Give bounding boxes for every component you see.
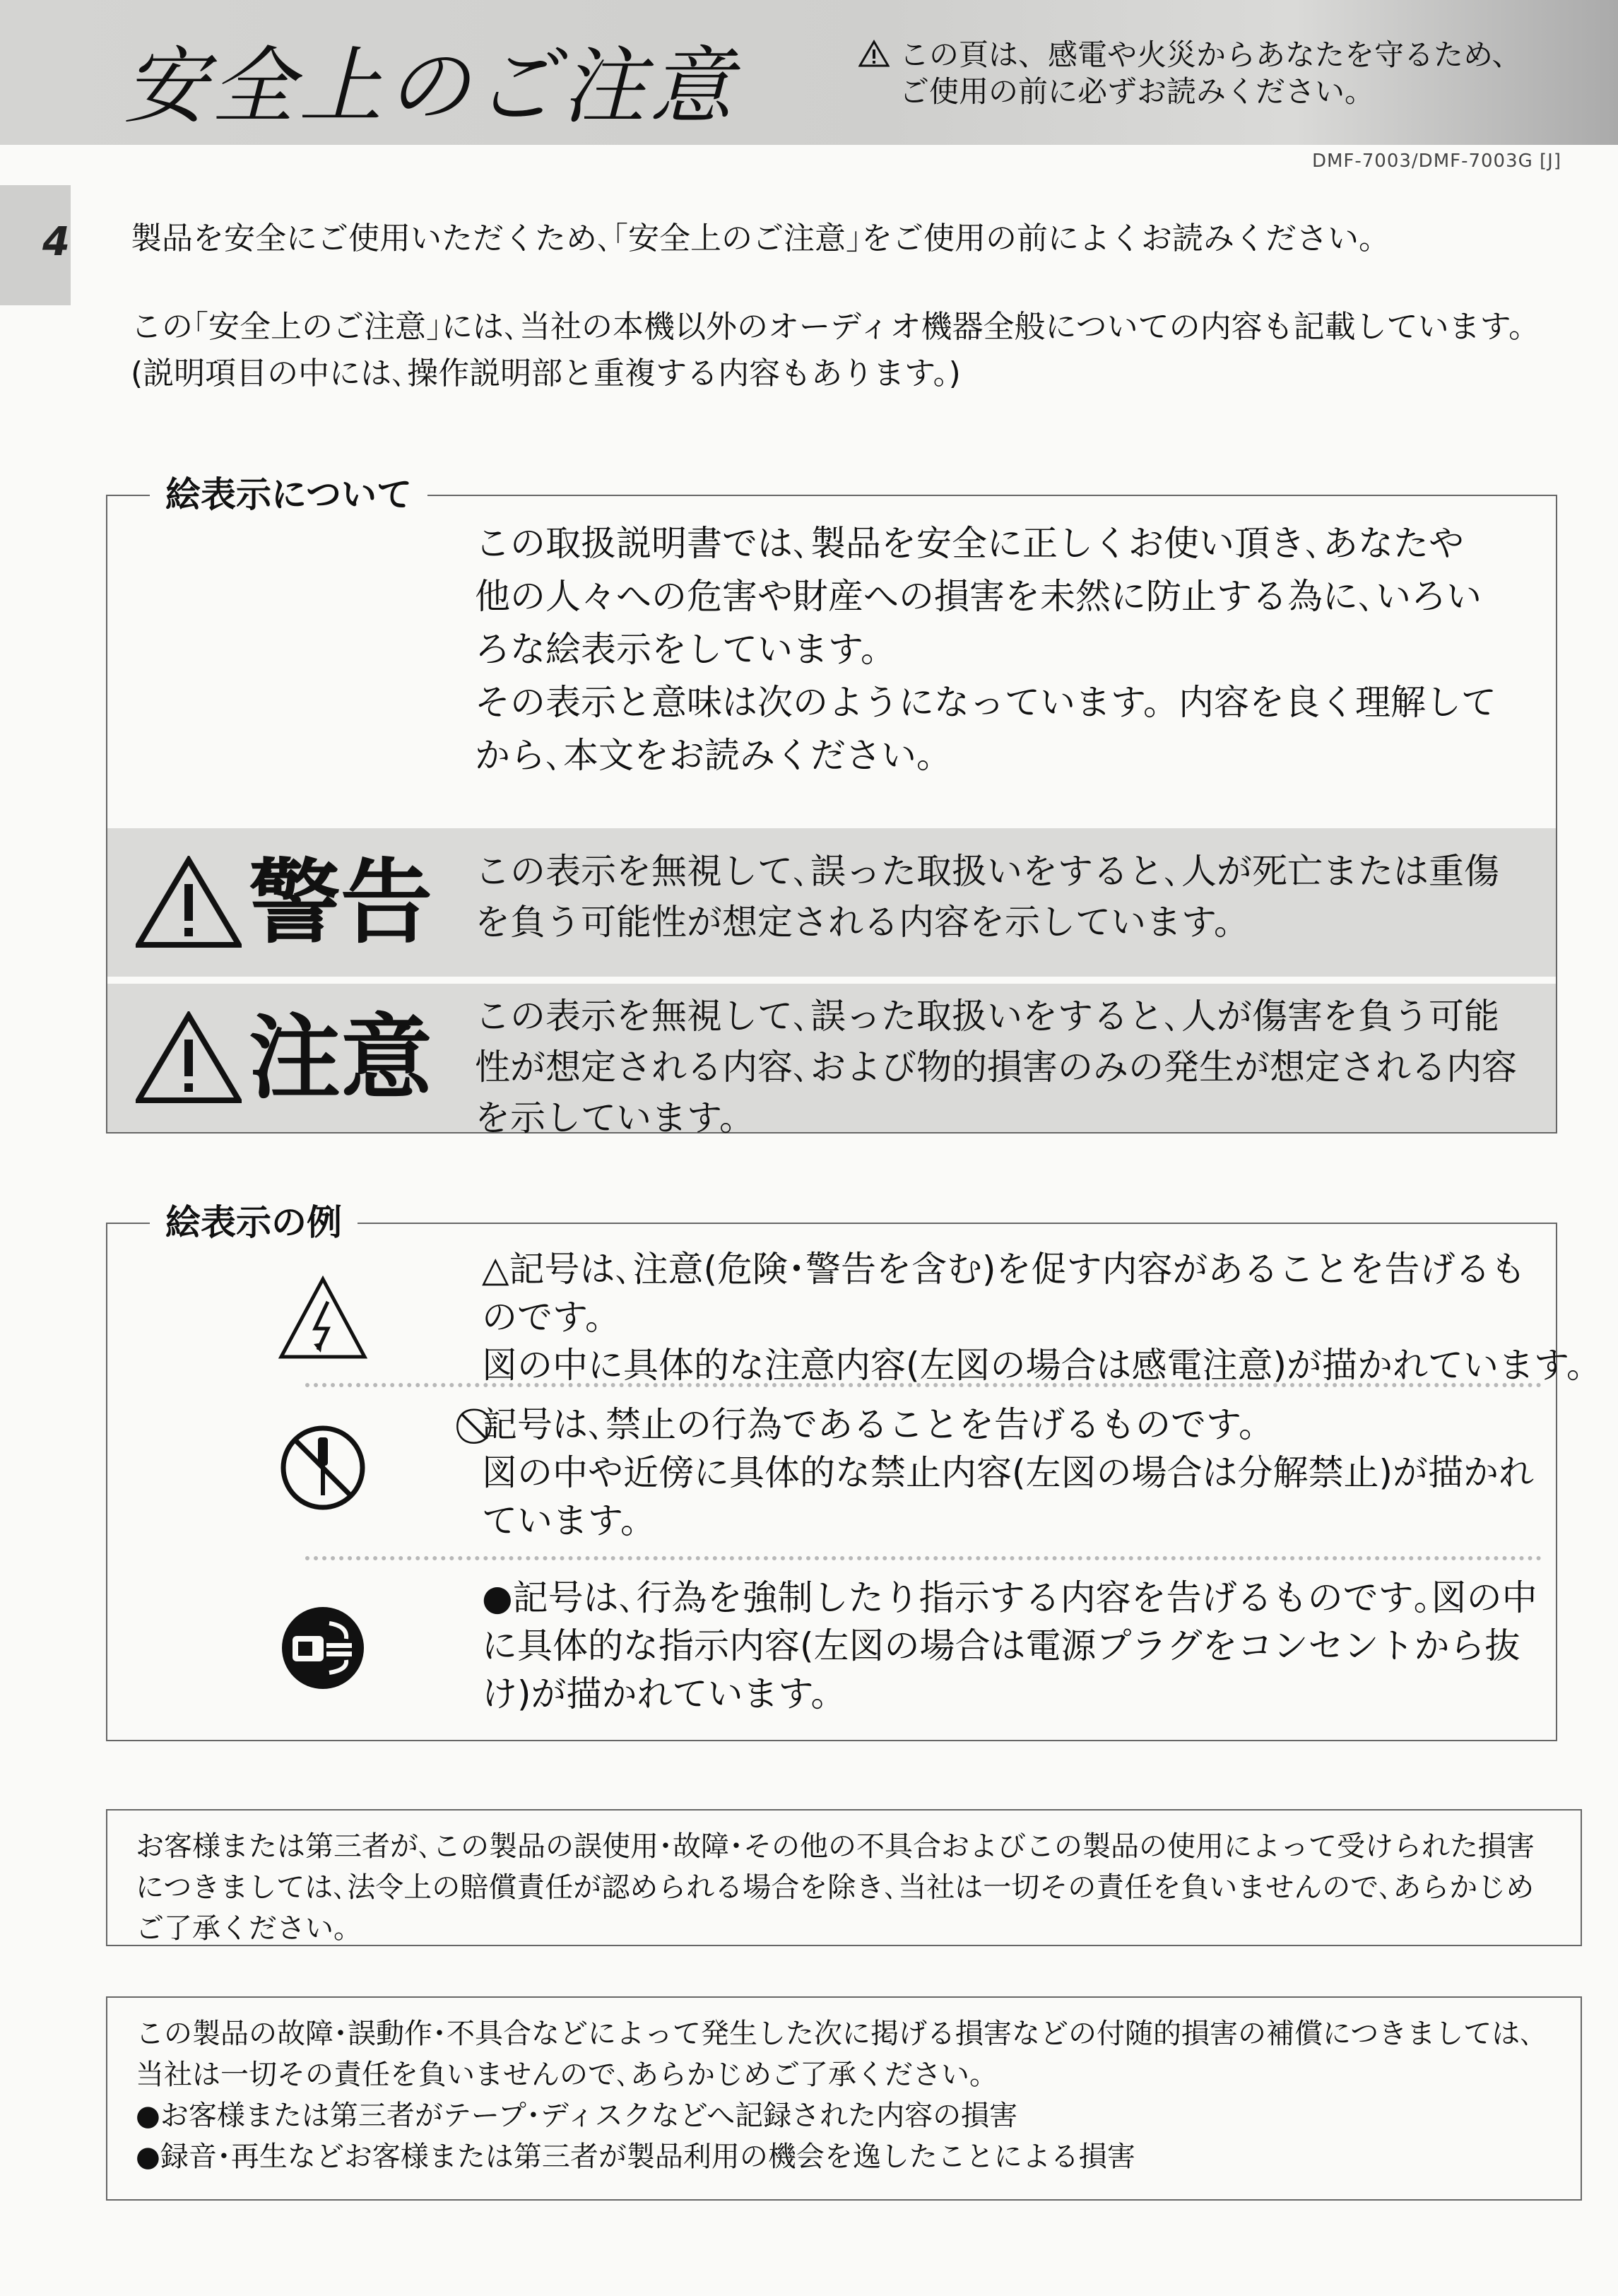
warning-band xyxy=(107,828,1556,977)
example-item xyxy=(107,1401,1556,1556)
disclaimer-line: ●録音･再生などお客様または第三者が製品利用の機会を逸したことによる損害 xyxy=(136,2141,1135,2173)
example-line: に具体的な指示内容(左図の場合は電源プラグをコンセントから抜 xyxy=(482,1625,1520,1666)
examples-box xyxy=(106,1202,1602,1741)
legend-title: 絵表示について xyxy=(150,466,427,523)
caution-triangle-icon xyxy=(136,1011,242,1105)
disclaimer-line: につきましては､法令上の賠償責任が認められる場合を除き､当社は一切その責任を負いませんので､あらかじめ xyxy=(136,1871,1535,1904)
example-line: △記号は､注意(危険･警告を含む)を促す内容があることを告げるも xyxy=(482,1249,1526,1290)
legend-line: 他の人々への危害や財産への損害を未然に防止する為に､いろい xyxy=(475,576,1482,617)
header-note-line2: ご使用の前に必ずお読みください。 xyxy=(899,74,1375,109)
example-line: ●記号は､行為を強制したり指示する内容を告げるものです｡図の中 xyxy=(482,1577,1537,1618)
caution-line: を示しています。 xyxy=(475,1097,755,1138)
dotted-divider xyxy=(305,1383,1542,1387)
caution-line: 性が想定される内容､および物的損害のみの発生が想定される内容 xyxy=(475,1047,1517,1088)
warning-label xyxy=(136,849,432,955)
disclaimer-box-2 xyxy=(106,1996,1582,2201)
example-item xyxy=(107,1574,1556,1729)
intro-line-2: この｢安全上のご注意｣には､当社の本機以外のオーディオ機器全般についての内容も記載しています。 xyxy=(131,309,1540,345)
legend-line: ろな絵表示をしています。 xyxy=(475,629,896,670)
no-disassembly-icon xyxy=(277,1422,369,1514)
caution-label xyxy=(136,1005,432,1111)
disclaimer-line: 当社は一切その責任を負いませんので､あらかじめご了承ください。 xyxy=(136,2059,998,2091)
intro-paragraph xyxy=(131,304,1540,397)
example-text xyxy=(482,1401,1549,1545)
legend-box xyxy=(106,474,1557,1138)
example-line: ⃠記号は､禁止の行為であることを告げるものです。 xyxy=(482,1404,1274,1445)
warning-label-text: 警告 xyxy=(249,849,433,956)
warning-triangle-icon xyxy=(136,856,242,949)
example-text xyxy=(482,1574,1549,1718)
caution-label-text: 注意 xyxy=(249,1004,433,1112)
page-number: 4 xyxy=(42,219,70,265)
dotted-divider xyxy=(305,1556,1542,1560)
caution-text xyxy=(475,991,1549,1143)
unplug-icon xyxy=(277,1602,369,1694)
model-code: DMF-7003/DMF-7003G [J] xyxy=(1311,151,1561,172)
legend-line: から､本文をお読みください。 xyxy=(475,735,952,776)
example-line: 図の中や近傍に具体的な禁止内容(左図の場合は分解禁止)が描かれ xyxy=(482,1452,1535,1493)
disclaimer-2-text xyxy=(136,2013,1534,2177)
electric-shock-triangle-icon xyxy=(277,1273,369,1365)
example-line: のです。 xyxy=(482,1297,620,1338)
disclaimer-line: ご了承ください。 xyxy=(136,1912,362,1945)
warning-text xyxy=(475,846,1549,948)
intro-line-1: 製品を安全にご使用いただくため､｢安全上のご注意｣をご使用の前によくお読みください。 xyxy=(131,220,1390,257)
legend-line: この取扱説明書では､製品を安全に正しくお使い頂き､あなたや xyxy=(475,523,1464,564)
page-title: 安全上のご注意 xyxy=(124,37,738,135)
caution-line: この表示を無視して､誤った取扱いをすると､人が傷害を負う可能 xyxy=(475,996,1499,1037)
header-note xyxy=(858,37,1521,110)
example-item xyxy=(107,1245,1602,1401)
example-line: ています。 xyxy=(482,1500,656,1541)
warning-triangle-icon xyxy=(858,40,890,68)
legend-line: その表示と意味は次のようになっています。内容を良く理解して xyxy=(475,682,1496,723)
disclaimer-1-text xyxy=(136,1826,1535,1949)
example-text xyxy=(482,1245,1602,1389)
warning-line: を負う可能性が想定される内容を示しています。 xyxy=(475,902,1249,943)
legend-intro xyxy=(475,517,1549,782)
disclaimer-line: お客様または第三者が､この製品の誤使用･故障･その他の不具合およびこの製品の使用によって受けられた損害 xyxy=(136,1830,1535,1863)
warning-line: この表示を無視して､誤った取扱いをすると､人が死亡または重傷 xyxy=(475,851,1499,892)
example-line: け)が描かれています。 xyxy=(482,1673,846,1714)
disclaimer-line: ●お客様または第三者がテープ･ディスクなどへ記録された内容の損害 xyxy=(136,2100,1018,2132)
examples-title: 絵表示の例 xyxy=(150,1194,358,1251)
caution-band xyxy=(107,984,1556,1138)
disclaimer-box-1 xyxy=(106,1809,1582,1946)
intro-line-3: (説明項目の中には､操作説明部と重複する内容もあります。) xyxy=(131,355,961,392)
header-note-line1: この頁は、感電や火災からあなたを守るため、 xyxy=(899,37,1522,72)
disclaimer-line: この製品の故障･誤動作･不具合などによって発生した次に掲げる損害などの付随的損害の補償につきましては､ xyxy=(136,2018,1535,2050)
example-line: 図の中に具体的な注意内容(左図の場合は感電注意)が描かれています。 xyxy=(482,1345,1602,1386)
